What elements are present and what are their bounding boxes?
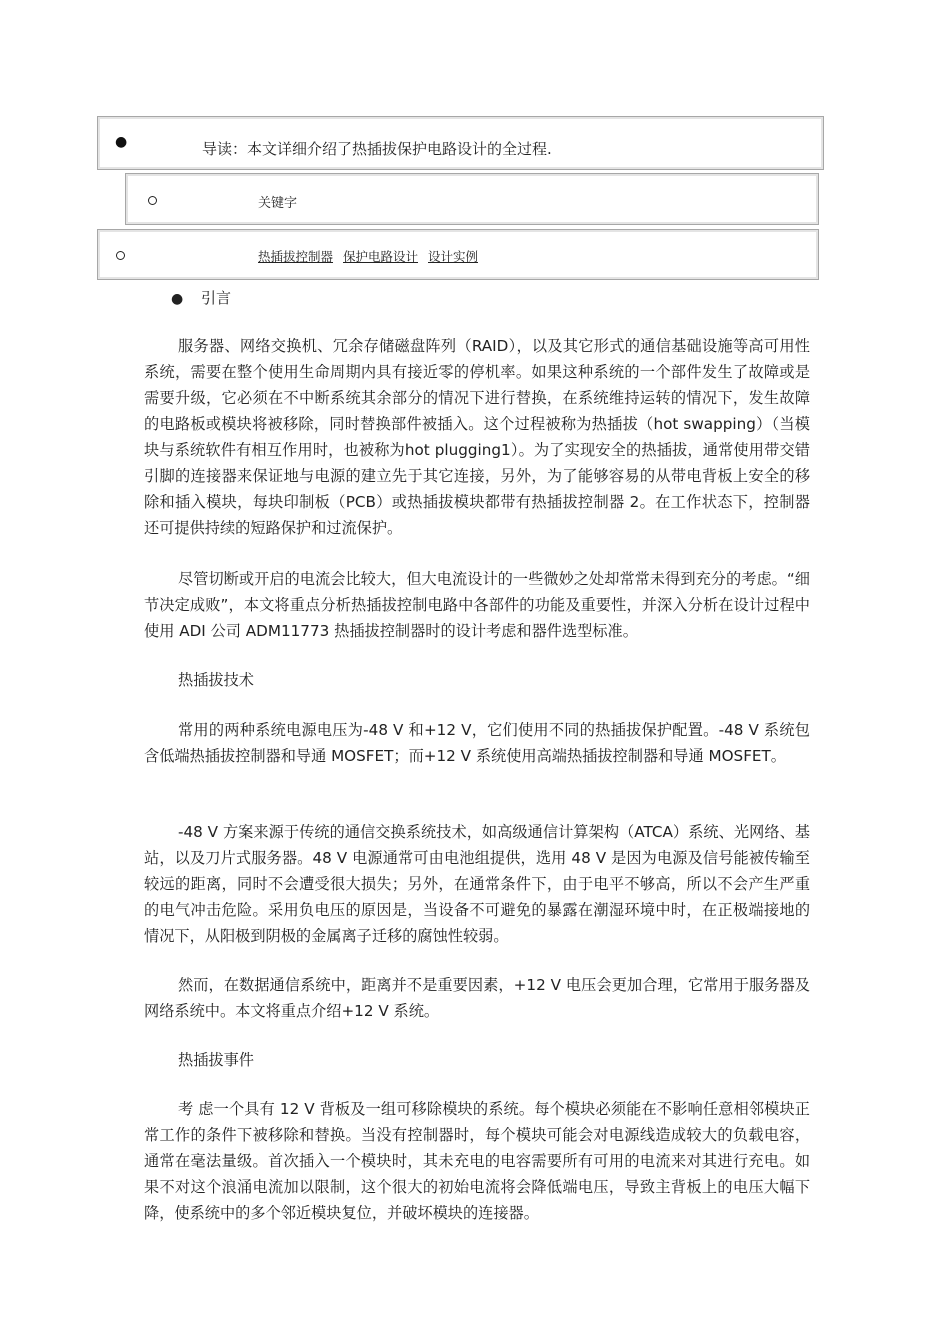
paragraph-12v: 然而，在数据通信系统中，距离并不是重要因素，+12 V 电压会更加合理，它常用于服务器及网络系统中。本文将重点介绍+12 V 系统。 (144, 976, 810, 1020)
lead-box (97, 116, 824, 170)
section-heading-hotswap-tech: 热插拔技术 (178, 671, 254, 689)
tag-link-design-example[interactable]: 设计实例 (428, 249, 479, 264)
paragraph-voltages: 常用的两种系统电源电压为-48 V 和+12 V，它们使用不同的热插拔保护配置。-48 V 系统包含低端热插拔控制器和导通 MOSFET；而+12 V 系统使用高端热插拔控制器和导通 MOSFET。 (144, 721, 810, 765)
keywords-label-box (125, 173, 819, 225)
keywords-tags-box (97, 229, 819, 280)
paragraph-details: 尽管切断或开启的电流会比较大，但大电流设计的一些微妙之处却常常未得到充分的考虑。“细节决定成败”，本文将重点分析热插拔控制电路中各部件的功能及重要性，并深入分析在设计过程中使用 ADI 公司 ADM11773 热插拔控制器时的设计考虑和器件选型标准。 (144, 570, 810, 640)
keywords-label: 关键字 (258, 196, 298, 211)
tag-link-protection-circuit[interactable]: 保护电路设计 (343, 249, 419, 264)
intro-heading: 引言 (201, 289, 232, 307)
paragraph-48v: -48 V 方案来源于传统的通信交换系统技术，如高级通信计算架构（ATCA）系统、光网络、基站，以及刀片式服务器。48 V 电源通常可由电池组提供，选用 48 V 是因为电源及信号能被传输至较远的距离，同时不会遭受很大损失；另外，在通常条件下，由于电平不够高，所以不会产生严重的电气冲击危险。采用负电压的原因是，当设备不可避免的暴露在潮湿环境中时，在正极端接地的情况下，从阳极到阴极的金属离子迁移的腐蚀性较弱。 (144, 823, 810, 945)
bullet-dot-icon: ● (115, 134, 128, 150)
bullet-circle-icon (116, 251, 125, 260)
paragraph-event: 考 虑一个具有 12 V 背板及一组可移除模块的系统。每个模块必须能在不影响任意相邻模块正常工作的条件下被移除和替换。当没有控制器时，每个模块可能会对电源线造成较大的负载电容，通常在毫法量级。首次插入一个模块时，其未充电的电容需要所有可用的电流来对其进行充电。如果不对这个浪涌电流加以限制，这个很大的初始电流将会降低端电压，导致主背板上的电压大幅下降，使系统中的多个邻近模块复位，并破坏模块的连接器。 (144, 1100, 810, 1222)
bullet-circle-icon (148, 196, 157, 205)
tag-link-hotswap-controller[interactable]: 热插拔控制器 (258, 249, 334, 264)
bullet-dot-icon: ● (171, 291, 184, 307)
section-heading-hotswap-event: 热插拔事件 (178, 1051, 254, 1069)
paragraph-intro: 服务器、网络交换机、冗余存储磁盘阵列（RAID），以及其它形式的通信基础设施等高可用性系统，需要在整个使用生命周期内具有接近零的停机率。如果这种系统的一个部件发生了故障或是需要升级，它必须在不中断系统其余部分的情况下进行替换，在系统维持运转的情况下，发生故障的电路板或模块将被移除，同时替换部件被插入。这个过程被称为热插拔（hot swapping）（当模块与系统软件有相互作用时，也被称为hot plugging1）。为了实现安全的热插拔，通常使用带交错引脚的连接器来保证地与电源的建立先于其它连接，另外，为了能够容易的从带电背板上安全的移除和插入模块，每块印制板（PCB）或热插拔模块都带有热插拔控制器 2。在工作状态下，控制器还可提供持续的短路保护和过流保护。 (144, 337, 810, 537)
lead-text: 导读：本文详细介绍了热插拔保护电路设计的全过程. (202, 140, 552, 158)
tag-links (258, 247, 484, 265)
